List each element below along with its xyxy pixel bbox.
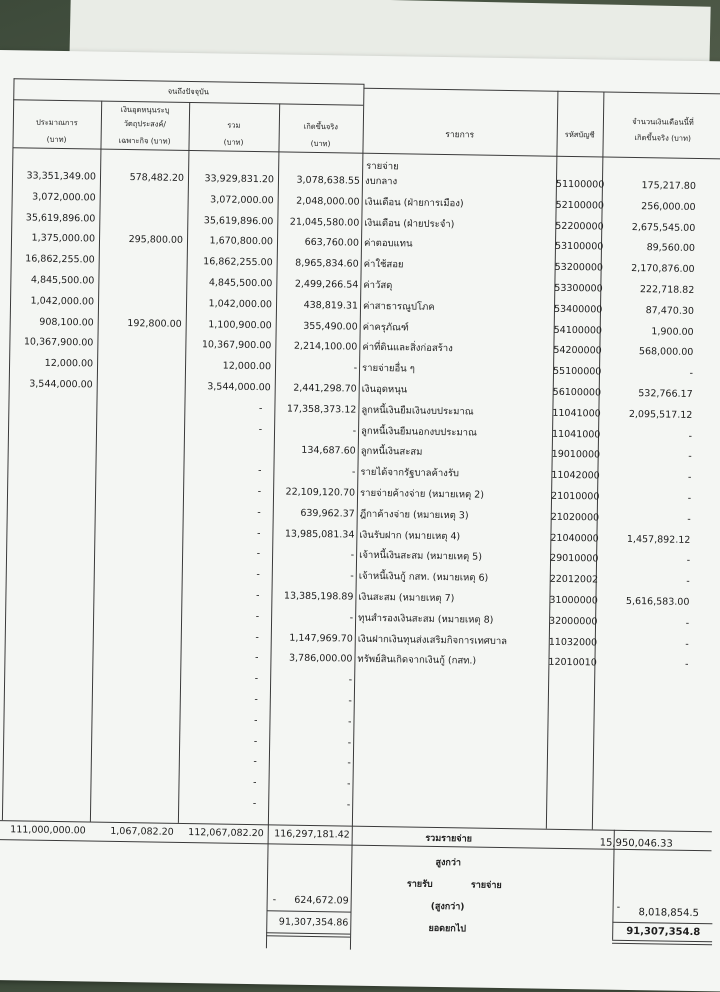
cell-month-actual: - (684, 659, 689, 671)
cell-month-actual (595, 783, 687, 784)
header-top-line-right (363, 88, 720, 95)
cell-estimate (8, 420, 92, 421)
cell-actual: - (353, 362, 358, 374)
footer-diff-actual-dash: - (272, 894, 277, 906)
cell-account-code: 52200000 (555, 220, 604, 233)
cell-item (357, 716, 547, 719)
total-month: 15,950,046.33 (599, 837, 673, 850)
cell-actual: 17,358,373.12 (286, 403, 357, 416)
cell-month-actual (596, 679, 688, 680)
cell-actual: 134,687.60 (301, 445, 356, 458)
cell-month-actual (596, 699, 688, 700)
cell-total: - (256, 527, 261, 539)
footer-line-3 (266, 935, 350, 937)
cell-total: - (252, 777, 257, 789)
footer-higher: สูงกว่า (435, 857, 462, 869)
cell-actual: - (349, 612, 354, 624)
cell-estimate (6, 545, 90, 546)
cell-subsidy (92, 712, 176, 713)
cell-item (357, 696, 547, 699)
footer-line-4 (612, 922, 712, 925)
cell-account-code: 22012002 (549, 573, 599, 586)
cell-item: ค่าครุภัณฑ์ (362, 321, 409, 334)
cell-total: - (256, 548, 261, 560)
cell-actual: - (348, 674, 353, 686)
cell-total: - (257, 506, 261, 518)
cell-item (356, 758, 546, 761)
cell-actual: - (350, 570, 354, 582)
cell-account-code: 11032000 (548, 636, 598, 649)
cell-subsidy (96, 463, 180, 464)
cell-month-actual: 2,095,517.12 (628, 408, 693, 421)
header-subsidy-1: เงินอุดหนุนระบุ (120, 104, 170, 115)
cell-subsidy (93, 629, 177, 630)
cell-estimate (8, 441, 92, 442)
footer-expense: รายจ่าย (470, 880, 502, 891)
cell-estimate: 3,544,000.00 (29, 378, 93, 391)
cell-account-code: 52100000 (555, 199, 605, 212)
cell-month-actual (594, 803, 686, 804)
cell-subsidy (99, 255, 183, 256)
cell-actual: 8,965,834.60 (295, 257, 359, 270)
cell-item: รายได้จากรัฐบาลค้างรับ (360, 466, 460, 480)
cell-actual: - (347, 737, 352, 749)
cell-actual: 13,385,198.89 (283, 590, 354, 603)
cell-subsidy (98, 276, 182, 277)
cell-month-actual: 89,560.00 (646, 242, 696, 255)
header-estimate-unit: (บาท) (46, 134, 67, 145)
cell-item: รายจ่ายอื่น ๆ (361, 362, 415, 375)
cell-account-code: 11041000 (551, 428, 601, 441)
cell-total: - (253, 756, 257, 768)
header-month-1: จำนวนเงินเดือนนี้ที่ (632, 116, 694, 127)
footer-income: รายรับ (406, 879, 433, 890)
cell-estimate: 33,351,349.00 (26, 170, 97, 183)
cell-subsidy (97, 338, 181, 339)
cell-month-actual (595, 762, 687, 763)
cell-item: เงินเดือน (ฝ่ายการเมือง) (364, 196, 464, 210)
footer-diff-actual: 624,672.09 (294, 894, 349, 907)
cell-month-actual: - (686, 555, 691, 567)
footer-carry-forward: ยอดยกไป (428, 923, 467, 935)
cell-item: ฎีกาค้างจ่าย (หมายเหตุ 3) (359, 508, 469, 522)
cell-total: - (253, 714, 258, 726)
cell-actual: 13,985,081.34 (284, 528, 355, 541)
cell-estimate: 16,862,255.00 (25, 253, 95, 266)
header-total-unit: (บาท) (223, 137, 244, 147)
footer-line-6 (612, 943, 712, 946)
cell-item: ทรัพย์สินเกิดจากเงินกู้ (กสท.) (357, 654, 477, 667)
cell-subsidy (94, 546, 178, 547)
cell-actual: 21,045,580.00 (289, 216, 360, 229)
cell-total: 1,042,000.00 (208, 298, 273, 311)
total-actual: 116,297,181.42 (274, 828, 350, 841)
cell-month-actual: 1,457,892.12 (626, 533, 691, 546)
header-actual-unit: (บาท) (310, 138, 331, 149)
cell-total: - (256, 569, 260, 581)
cell-item: เจ้าหนี้เงินสะสม (หมายเหตุ 5) (359, 550, 483, 564)
cell-account-code: 51100000 (555, 178, 605, 191)
cell-estimate (6, 565, 90, 566)
cell-subsidy (97, 400, 181, 401)
cell-total: - (258, 402, 263, 414)
cell-actual: 663,760.00 (304, 237, 360, 250)
footer-line-1 (267, 910, 351, 912)
cell-total: - (255, 631, 259, 643)
cell-item: เจ้าหนี้เงินกู้ กสท. (หมายเหตุ 6) (358, 570, 489, 584)
cell-item: เงินฝากเงินทุนส่งเสริมกิจการเทศบาล (357, 633, 508, 647)
cell-actual: 2,499,266.54 (294, 278, 359, 291)
cell-account-code: 21040000 (550, 532, 599, 545)
cell-item: เงินอุดหนุน (361, 383, 408, 396)
cell-account-code (546, 803, 592, 804)
cell-estimate (4, 669, 88, 670)
cell-account-code (548, 719, 594, 720)
cell-actual: - (352, 425, 357, 437)
cell-total: - (254, 673, 259, 685)
header-total: รวม (227, 120, 241, 130)
cell-month-actual: - (687, 492, 692, 504)
cell-subsidy (96, 421, 180, 422)
header-actual: เกิดขึ้นจริง (303, 121, 339, 132)
cell-subsidy: 578,482.20 (129, 172, 185, 184)
cell-month-actual: 222,718.82 (639, 284, 695, 296)
cell-month-actual: - (685, 638, 689, 650)
cell-account-code: 53400000 (553, 303, 603, 316)
cell-subsidy (95, 525, 179, 526)
cell-estimate: 1,375,000.00 (31, 232, 96, 245)
cell-account-code: 11041000 (552, 407, 601, 420)
cell-month-actual: - (688, 430, 693, 442)
cell-item: ลูกหนี้เงินยืมนอกงบประมาณ (360, 425, 477, 439)
footer-carry-actual: 91,307,354.86 (278, 916, 349, 929)
cell-account-code (548, 678, 594, 679)
cell-estimate: 3,072,000.00 (32, 191, 96, 204)
cell-subsidy (100, 192, 184, 193)
cell-actual: 639,962.37 (300, 507, 355, 520)
cell-estimate (6, 586, 90, 587)
cell-subsidy (97, 359, 181, 360)
cell-actual: 2,214,100.00 (293, 341, 358, 354)
cell-item: รายจ่ายค้างจ่าย (หมายเหตุ 2) (359, 487, 485, 501)
col-line-3 (266, 103, 280, 948)
footer-diff-month: 8,018,854.5 (638, 907, 700, 920)
cell-subsidy (95, 504, 179, 505)
cell-account-code (547, 740, 593, 741)
cell-actual: - (346, 799, 351, 811)
cell-subsidy (90, 796, 174, 797)
cell-estimate (7, 503, 91, 504)
cell-account-code: 21010000 (550, 490, 600, 503)
cell-estimate: 4,845,500.00 (30, 274, 95, 287)
cell-subsidy (91, 733, 175, 734)
cell-estimate (9, 399, 93, 400)
cell-subsidy (92, 692, 176, 693)
cell-account-code: 12010010 (548, 657, 597, 669)
footer-higher-paren: (สูงกว่า) (430, 901, 465, 913)
cell-subsidy: 295,800.00 (128, 234, 184, 247)
cell-total: 12,000.00 (222, 360, 272, 373)
cell-account-code: 11042000 (551, 469, 600, 482)
cell-account-code: 56100000 (552, 386, 602, 399)
cell-estimate: 35,619,896.00 (25, 212, 96, 225)
cell-account-code: 53100000 (554, 241, 604, 253)
total-subsidy: 1,067,082.20 (110, 825, 174, 838)
cell-subsidy (93, 650, 177, 651)
cell-total: - (255, 610, 260, 622)
cell-estimate (5, 649, 89, 650)
cell-account-code: 54200000 (553, 345, 602, 357)
cell-month-actual: 87,470.30 (645, 304, 695, 317)
cell-month-actual: 5,616,583.00 (625, 595, 690, 608)
cell-account-code: 53200000 (554, 261, 604, 274)
cell-subsidy (93, 608, 177, 609)
cell-total: 35,619,896.00 (203, 214, 274, 227)
cell-item (356, 737, 546, 740)
cell-month-actual: 2,675,545.00 (631, 221, 696, 234)
cell-account-code: 29010000 (549, 553, 599, 565)
cell-estimate (3, 773, 87, 774)
header-estimate: ประมาณการ (35, 117, 78, 128)
cell-account-code: 21020000 (550, 511, 600, 524)
cell-item: ค่าที่ดินและสิ่งก่อสร้าง (362, 342, 453, 355)
cell-actual: - (351, 466, 356, 478)
cell-month-actual: - (685, 617, 690, 629)
cell-total: 16,862,255.00 (203, 256, 273, 269)
cell-actual: 1,147,969.70 (289, 632, 353, 645)
cell-estimate: 10,367,900.00 (23, 336, 94, 349)
cell-subsidy (91, 775, 175, 776)
cell-total: 3,072,000.00 (210, 194, 274, 207)
cell-month-actual: 568,000.00 (638, 346, 694, 359)
cell-total: 1,100,900.00 (208, 318, 272, 331)
cell-total: - (254, 652, 259, 664)
cell-month-actual: 256,000.00 (641, 200, 696, 213)
cell-item (355, 800, 545, 803)
cell-item: เงินเดือน (ฝ่ายประจำ) (364, 217, 455, 230)
cell-actual: 2,441,298.70 (293, 382, 357, 395)
cell-total: - (255, 590, 260, 602)
cell-actual: - (346, 778, 351, 790)
cell-account-code: 19010000 (551, 449, 601, 461)
cell-item: ทุนสำรองเงินสะสม (หมายเหตุ 8) (358, 612, 494, 626)
cell-estimate (3, 732, 87, 733)
cell-month-actual (595, 741, 687, 742)
header-group-title: จนถึงปัจจุบัน (167, 86, 210, 97)
cell-account-code: 53300000 (554, 282, 603, 295)
cell-total: 3,544,000.00 (207, 381, 271, 394)
cell-total: - (257, 486, 262, 498)
cell-item: เงินรับฝาก (หมายเหตุ 4) (359, 529, 461, 542)
cell-item: ค่าตอบแทน (363, 238, 413, 250)
cell-item (357, 675, 547, 678)
cell-subsidy (91, 754, 175, 755)
cell-total: 1,670,800.00 (209, 235, 274, 248)
cell-item: ลูกหนี้เงินสะสม (360, 446, 423, 459)
cell-estimate (4, 690, 88, 691)
cell-month-actual: - (689, 368, 694, 380)
cell-subsidy (94, 588, 178, 589)
cell-account-code (547, 761, 593, 762)
cell-account-code: 32000000 (549, 615, 598, 628)
total-label: รวมรายจ่าย (425, 833, 473, 845)
cell-subsidy (94, 567, 178, 568)
cell-item: ค่าวัสดุ (363, 279, 393, 292)
cell-estimate (5, 628, 89, 629)
cell-total: - (252, 798, 257, 810)
cell-item: เงินสะสม (หมายเหตุ 7) (358, 591, 455, 605)
cell-account-code: 54100000 (553, 324, 603, 337)
cell-subsidy (98, 296, 182, 297)
cell-subsidy (97, 380, 181, 381)
cell-subsidy (96, 442, 180, 443)
cell-subsidy: 192,800.00 (127, 317, 182, 330)
cell-month-actual: 2,170,876.00 (631, 263, 695, 276)
cell-month-actual: - (688, 451, 692, 463)
cell-month-actual (596, 720, 688, 721)
cell-subsidy (99, 213, 183, 214)
cell-estimate (8, 461, 92, 462)
footer-diff-month-dash: - (616, 901, 621, 913)
cell-account-code (547, 782, 593, 783)
cell-actual: 3,786,000.00 (288, 653, 353, 666)
cell-total (184, 443, 270, 444)
header-subsidy-2: วัตถุประสงค์/ (123, 118, 167, 129)
cell-account-code (548, 699, 594, 700)
cell-subsidy (95, 484, 179, 485)
cell-total: - (258, 423, 263, 435)
total-total: 112,067,082.20 (188, 827, 264, 840)
total-estimate: 111,000,000.00 (10, 824, 86, 837)
header-account: รหัสบัญชี (564, 129, 595, 140)
cell-month-actual: - (687, 472, 692, 484)
cell-actual: 22,109,120.70 (285, 486, 356, 499)
header-month-2: เกิดขึ้นจริง (บาท) (634, 132, 692, 143)
cell-item: ค่าใช้สอย (363, 258, 404, 271)
cell-estimate: 12,000.00 (44, 357, 94, 370)
col-line-0 (2, 78, 15, 820)
cell-total: - (257, 465, 262, 477)
financial-report-sheet (0, 50, 720, 992)
header-subsidy-3: เฉพาะกิจ (บาท) (118, 135, 171, 146)
cell-actual: - (350, 549, 355, 562)
cell-estimate (2, 794, 86, 795)
cell-actual: 2,048,000.00 (296, 195, 360, 208)
cell-item: ลูกหนี้เงินยืมเงินงบประมาณ (361, 404, 474, 418)
cell-estimate (5, 607, 89, 608)
cell-actual: 438,819.31 (303, 299, 359, 312)
header-items: รายการ (445, 130, 475, 141)
cell-month-actual: - (686, 576, 690, 588)
footer-line-2 (266, 932, 350, 934)
cell-actual: - (347, 716, 352, 728)
cell-total: - (253, 735, 258, 747)
cell-total: 10,367,900.00 (201, 339, 272, 352)
cell-month-actual: - (687, 513, 691, 525)
header-bottom-line (12, 147, 720, 159)
cell-account-code: 31000000 (549, 594, 598, 607)
cell-item: งบกลาง (364, 175, 398, 188)
cell-account-code: 55100000 (552, 365, 602, 378)
cell-actual: - (347, 757, 351, 769)
cell-month-actual: 175,217.80 (641, 180, 697, 192)
cell-estimate: 908,100.00 (39, 316, 94, 329)
cell-actual: 355,490.00 (303, 320, 358, 333)
cell-total: - (254, 694, 258, 706)
footer-carry-month: 91,307,354.8 (626, 925, 701, 939)
footer-line-5 (612, 940, 712, 943)
cell-estimate (3, 753, 87, 754)
cell-estimate (4, 711, 88, 712)
col-line-1 (90, 101, 102, 822)
cell-estimate (7, 524, 91, 525)
cell-subsidy (92, 671, 176, 672)
cell-actual: - (348, 695, 352, 707)
cell-month-actual: 1,900.00 (651, 325, 694, 338)
cell-estimate (7, 482, 91, 483)
cell-total: 4,845,500.00 (208, 277, 273, 290)
cell-item: ค่าสาธารณูปโภค (362, 300, 435, 313)
cell-total: 33,929,831.20 (204, 173, 275, 186)
cell-actual: 3,078,638.55 (296, 174, 361, 187)
cell-item (356, 779, 546, 782)
cell-month-actual: 532,766.17 (638, 388, 693, 400)
section-label-expense: รายจ่าย (366, 160, 399, 173)
cell-estimate: 1,042,000.00 (30, 295, 95, 308)
